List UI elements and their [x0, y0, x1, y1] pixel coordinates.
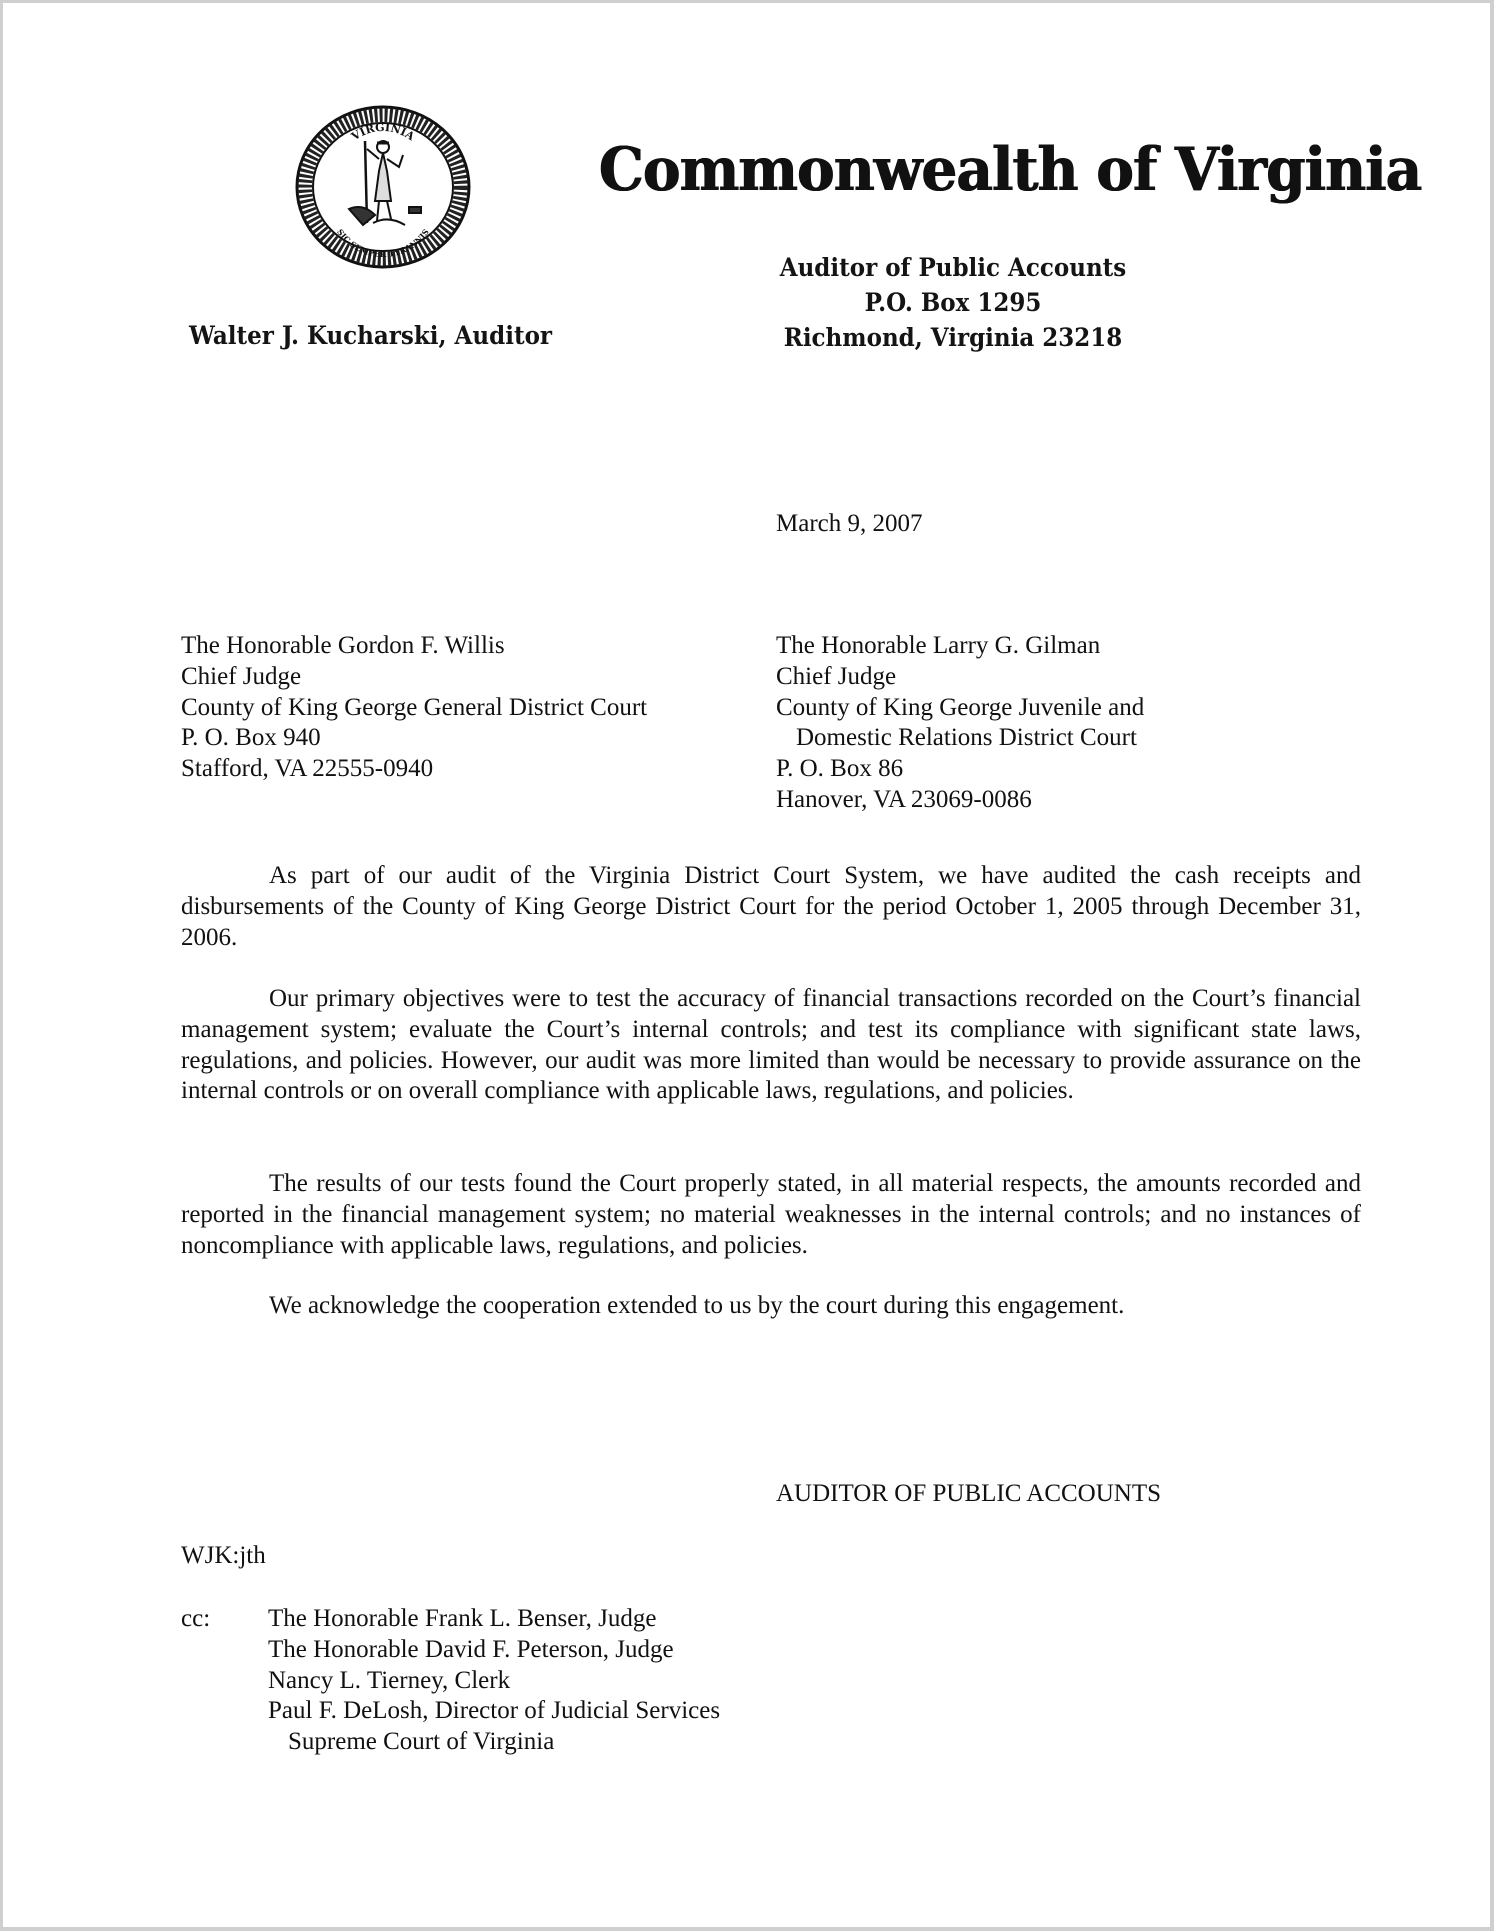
recipient-line: County of King George Juvenile and [776, 693, 1145, 721]
office-address [743, 250, 1163, 355]
recipient-address-left [181, 631, 647, 785]
cc-list [268, 1604, 720, 1758]
recipient-line: Domestic Relations District Court [796, 724, 1137, 752]
recipient-line: The Honorable Gordon F. Willis [181, 632, 505, 659]
virginia-seal-icon [293, 103, 473, 271]
letterhead-title: Commonwealth of Virginia [599, 135, 1422, 205]
body-paragraph: The results of our tests found the Court properly stated, in all material respects, the amounts recorded and reported in the financial management system; no material weaknesses in the internal controls; and no instances of noncompliance with applicable laws, regulations, and policies. [181, 1170, 1361, 1259]
cc-recipient: The Honorable David F. Peterson, Judge [268, 1635, 674, 1663]
body-paragraph: As part of our audit of the Virginia District Court System, we have audited the cash receipts and disbursements of the County of King George District Court for the period October 1, 2005 through December 31, 2006. [181, 862, 1361, 951]
cc-recipient: Nancy L. Tierney, Clerk [268, 1666, 511, 1694]
body-paragraph: Our primary objectives were to test the accuracy of financial transactions recorded on the Court’s financial management system; evaluate the Court’s internal controls; and test its compliance with significant state laws, regulations, and policies. However, our audit was more limited than would be necessary to provide assurance on the internal controls or on overall compliance with applicable laws, regulations, and policies. [181, 985, 1361, 1105]
seal-bottom-text: SIC SEMPER TYRANNIS [335, 226, 431, 260]
cc-label: cc: [181, 1605, 211, 1632]
cc-recipient: Supreme Court of Virginia [288, 1728, 555, 1756]
office-city: Richmond, Virginia 23218 [783, 323, 1123, 352]
body-paragraph: We acknowledge the cooperation extended to us by the court during this engagement. [269, 1292, 1125, 1319]
recipient-line: The Honorable Larry G. Gilman [776, 632, 1101, 659]
recipient-line: P. O. Box 86 [776, 755, 904, 783]
signature-block: AUDITOR OF PUBLIC ACCOUNTS [776, 1480, 1162, 1507]
cc-recipient: Paul F. DeLosh, Director of Judicial Services [268, 1697, 721, 1725]
seal-top-text: VIRGINIA [349, 120, 417, 144]
recipient-line: Chief Judge [776, 662, 897, 690]
office-name: Auditor of Public Accounts [779, 253, 1127, 282]
office-po-box: P.O. Box 1295 [864, 288, 1042, 317]
letter-date: March 9, 2007 [776, 510, 923, 537]
recipient-line: County of King George General District Court [181, 693, 648, 721]
reference-initials: WJK:jth [181, 1542, 266, 1569]
recipient-line: Hanover, VA 23069-0086 [776, 785, 1032, 813]
auditor-name: Walter J. Kucharski, Auditor [189, 321, 553, 350]
cc-recipient: The Honorable Frank L. Benser, Judge [268, 1605, 657, 1632]
recipient-address-right [776, 631, 1144, 816]
recipient-line: Chief Judge [181, 662, 302, 690]
recipient-line: Stafford, VA 22555-0940 [181, 755, 434, 783]
recipient-line: P. O. Box 940 [181, 724, 321, 752]
